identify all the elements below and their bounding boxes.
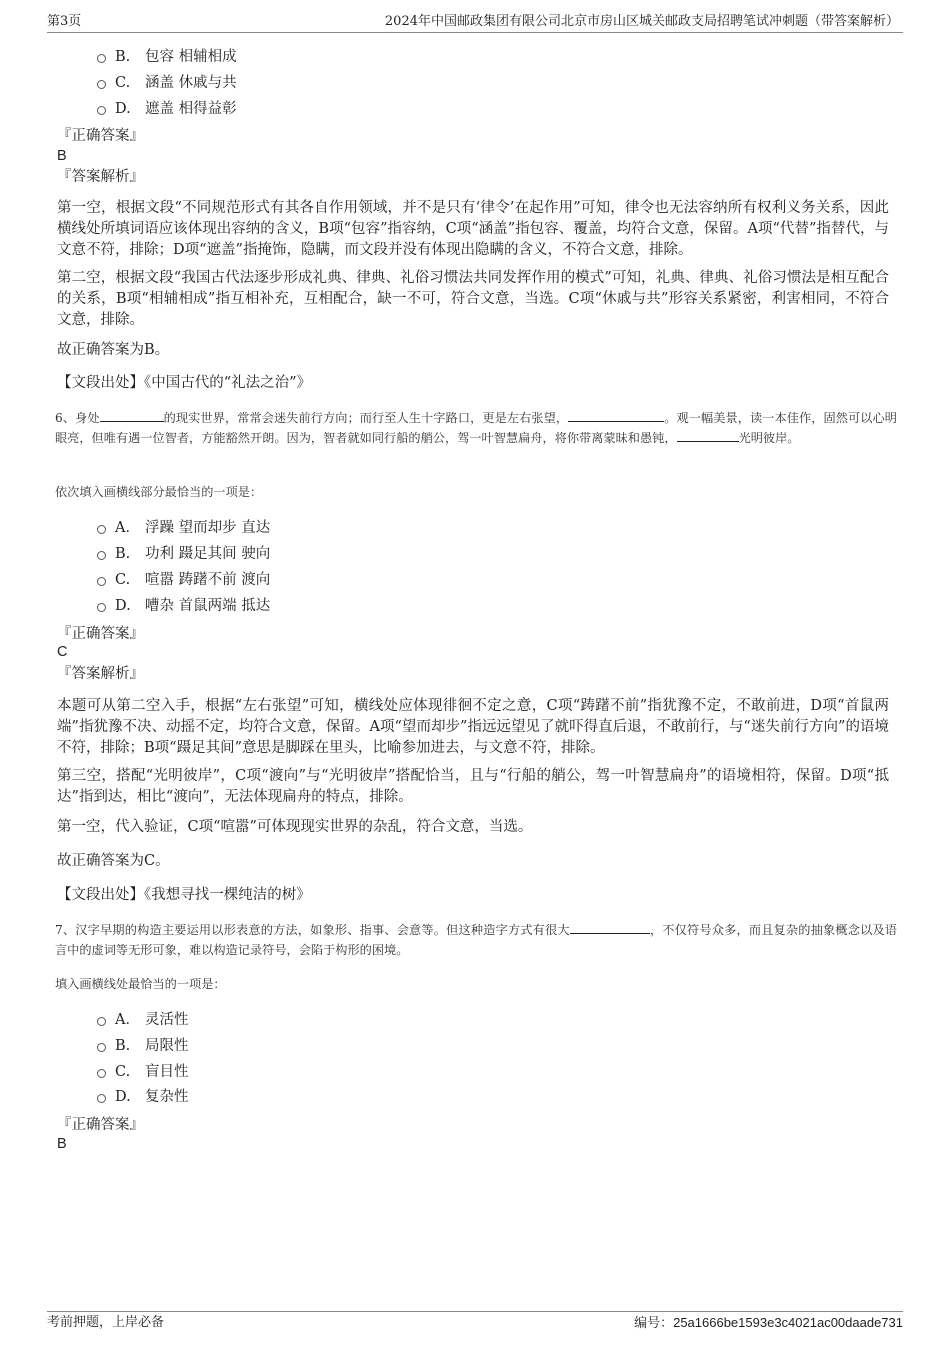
q5-analysis-para-1: 第一空，根据文段“不同规范形式有其各自作用领域，并不是只有‘律令’在起作用”可知，律令也无法容纳所有权利义务关系，因此横线处所填词语应该体现出容纳的含义，B项“包容”指容纳，C项“涵盖”指包容、覆盖，均符合文意，保留。A项“代替”指替代，与文意不符，排除；D项“遮盖”指掩饰，隐瞒，而文段并没有体现出隐瞒的含义，不符合文意，排除。	[57, 200, 889, 258]
q6-answer-label: 『正确答案』	[57, 626, 144, 642]
q7-option-c[interactable]: C. 盲目性	[97, 1062, 189, 1082]
q7-stem: 7、汉字早期的构造主要运用以形表意的方法，如象形、指事、会意等。但这种造字方式有很大 ，不仅符号众多，而且复杂的抽象概念以及语言中的虚词等无形可象，难以构造记录符号，会陷于构形的困境。	[55, 923, 897, 957]
q6-prompt: 依次填入画横线部分最恰当的一项是：	[55, 485, 263, 499]
q6-stem: 6、身处 的现实世界，常常会迷失前行方向；而行至人生十字路口，更是左右张望， 。观一幅美景，读一本佳作，固然可以心明眼亮，但唯有遇一位智者，方能豁然开朗。因为，智者就如同行船的艄公，驾一叶智慧扁舟，将你带离蒙昧和愚钝， 光明彼岸。	[55, 411, 897, 445]
q6-analysis-label: 『答案解析』	[57, 666, 144, 682]
document-code: 编号：25a1666be1593e3c4021ac00daade731	[634, 1315, 903, 1331]
q5-option-b[interactable]: B. 包容 相辅相成	[97, 47, 237, 67]
q7-option-d[interactable]: D. 复杂性	[97, 1087, 189, 1107]
q6-option-c[interactable]: C. 喧嚣 踌躇不前 渡向	[97, 570, 270, 590]
q7-answer-label: 『正确答案』	[57, 1117, 144, 1133]
blank-3	[677, 429, 739, 442]
q6-conclusion: 故正确答案为C。	[57, 853, 170, 869]
radio-icon	[97, 80, 106, 89]
radio-icon	[97, 1017, 106, 1026]
q5-analysis-para-2: 第二空，根据文段“我国古代法逐步形成礼典、律典、礼俗习惯法共同发挥作用的模式”可知，礼典、律典、礼俗习惯法是相互配合的关系，B项“相辅相成”指互相补充，互相配合，缺一不可，符合文意，当选。C项“休戚与共”形容关系紧密，利害相同，不符合文意，排除。	[57, 270, 889, 328]
q6-analysis-para-2: 第三空，搭配“光明彼岸”，C项“渡向”与“光明彼岸”搭配恰当，且与“行船的艄公，驾一叶智慧扁舟”的语境相符，保留。D项“抵达”指到达，相比“渡向”，无法体现扁舟的特点，排除。	[57, 768, 889, 805]
radio-icon	[97, 577, 106, 586]
page-header	[47, 12, 903, 33]
q7-option-b[interactable]: B. 局限性	[97, 1036, 189, 1056]
q6-option-d[interactable]: D. 嘈杂 首鼠两端 抵达	[97, 596, 270, 616]
radio-icon	[97, 603, 106, 612]
q5-option-c[interactable]: C. 涵盖 休戚与共	[97, 73, 237, 93]
q6-source: 【文段出处】《我想寻找一棵纯洁的树》	[57, 887, 311, 903]
q6-option-b[interactable]: B. 功利 蹑足其间 驶向	[97, 544, 270, 564]
q6-analysis-para-1: 本题可从第二空入手，根据“左右张望”可知，横线处应体现徘徊不定之意，C项“踌躇不前”指犹豫不定，不敢前进，D项“首鼠两端”指犹豫不决、动摇不定，均符合文意，保留。A项“望而却步”指远远望见了就吓得直后退，不敢前行，与“迷失前行方向”的语境不符，排除；B项“蹑足其间”意思是脚踩在里头，比喻参加进去，与文意不符，排除。	[57, 698, 889, 756]
footer-slogan: 考前押题，上岸必备	[47, 1315, 165, 1330]
radio-icon	[97, 525, 106, 534]
q5-analysis-label: 『答案解析』	[57, 169, 144, 185]
q5-source: 【文段出处】《中国古代的“礼法之治”》	[57, 375, 312, 391]
q7-prompt: 填入画横线处最恰当的一项是：	[55, 977, 226, 991]
q7-option-a[interactable]: A． 灵活性	[97, 1010, 189, 1030]
q5-answer: B	[57, 148, 67, 164]
radio-icon	[97, 1043, 106, 1052]
q6-option-a[interactable]: A． 浮躁 望而却步 直达	[97, 518, 270, 538]
blank-1	[100, 409, 164, 422]
page-number: 第3页	[47, 14, 82, 29]
q5-option-d[interactable]: D. 遮盖 相得益彰	[97, 99, 237, 119]
radio-icon	[97, 1069, 106, 1078]
q5-answer-label: 『正确答案』	[57, 128, 144, 144]
radio-icon	[97, 106, 106, 115]
page-footer	[47, 1311, 903, 1332]
radio-icon	[97, 1094, 106, 1103]
blank-2	[568, 409, 664, 422]
q6-answer: C	[57, 644, 68, 660]
radio-icon	[97, 54, 106, 63]
radio-icon	[97, 551, 106, 560]
q7-answer: B	[57, 1136, 67, 1152]
q5-conclusion: 故正确答案为B。	[57, 342, 170, 358]
blank-1	[570, 921, 650, 934]
q6-analysis-para-3: 第一空，代入验证，C项“喧嚣”可体现现实世界的杂乱，符合文意，当选。	[57, 819, 533, 835]
document-title: 2024年中国邮政集团有限公司北京市房山区城关邮政支局招聘笔试冲刺题（带答案解析）	[384, 14, 899, 29]
